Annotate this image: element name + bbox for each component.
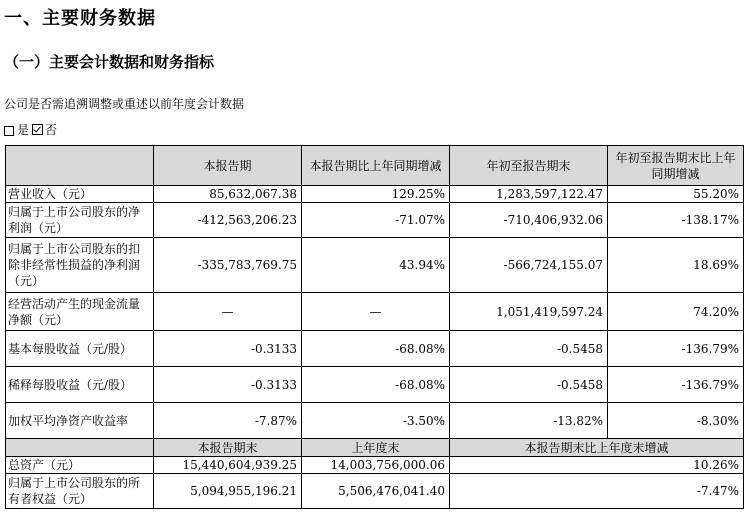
- section-heading: 一、主要财务数据: [4, 8, 156, 29]
- table-cell: -0.5458: [450, 331, 608, 367]
- table-row: [6, 331, 744, 367]
- table-cell: -136.79%: [608, 367, 744, 403]
- row-label: 营业收入（元）: [6, 186, 154, 203]
- table-cell: -71.07%: [302, 203, 450, 238]
- header-cell: 年初至报告期末: [450, 146, 608, 186]
- table-cell: 5,094,955,196.21: [154, 474, 302, 509]
- table-cell: 55.20%: [608, 186, 744, 203]
- table-cell: 129.25%: [302, 186, 450, 203]
- header-cell: 年初至报告期末比上年同期增减: [608, 146, 744, 186]
- table-cell: -0.3133: [154, 331, 302, 367]
- checked-box-icon: [32, 124, 43, 135]
- subsection-heading: （一）主要会计数据和财务指标: [4, 53, 215, 71]
- table-cell: -566,724,155.07: [450, 238, 608, 293]
- table-cell: —: [154, 293, 302, 331]
- table-row: [6, 474, 744, 509]
- table-cell: 74.20%: [608, 293, 744, 331]
- header-cell: 上年度末: [302, 439, 450, 457]
- header-cell: [6, 146, 154, 186]
- table-cell: -3.50%: [302, 403, 450, 439]
- table-cell: 14,003,756,000.06: [302, 457, 450, 474]
- table-header-row: [6, 439, 744, 457]
- table-cell: -68.08%: [302, 367, 450, 403]
- table-row: [6, 203, 744, 238]
- row-label: 稀释每股收益（元/股）: [6, 367, 154, 403]
- table-cell: 10.26%: [450, 457, 744, 474]
- table-row: [6, 457, 744, 474]
- table-row: [6, 238, 744, 293]
- row-label: 基本每股收益（元/股）: [6, 331, 154, 367]
- table-row: [6, 186, 744, 203]
- restatement-options: [4, 121, 57, 138]
- option-yes-label: 是: [17, 123, 30, 137]
- table-cell: 15,440,604,939.25: [154, 457, 302, 474]
- table-header-row: [6, 146, 744, 186]
- row-label: 归属于上市公司股东的扣除非经常性损益的净利润（元）: [6, 238, 154, 293]
- table-cell: -0.5458: [450, 367, 608, 403]
- table-cell: -335,783,769.75: [154, 238, 302, 293]
- table-row: [6, 403, 744, 439]
- header-cell: 本报告期末: [154, 439, 302, 457]
- table-cell: -68.08%: [302, 331, 450, 367]
- table-cell: -710,406,932.06: [450, 203, 608, 238]
- table-cell: -0.3133: [154, 367, 302, 403]
- table-cell: 1,283,597,122.47: [450, 186, 608, 203]
- header-cell: 本报告期末比上年度末增减: [450, 439, 744, 457]
- table-cell: 43.94%: [302, 238, 450, 293]
- header-cell: [6, 439, 154, 457]
- row-label: 归属于上市公司股东的净利润（元）: [6, 203, 154, 238]
- table-cell: 1,051,419,597.24: [450, 293, 608, 331]
- table-row: [6, 367, 744, 403]
- table-cell: -7.87%: [154, 403, 302, 439]
- table-cell: -7.47%: [450, 474, 744, 509]
- unchecked-box-icon: [4, 126, 14, 136]
- row-label: 归属于上市公司股东的所有者权益（元）: [6, 474, 154, 509]
- table-cell: -13.82%: [450, 403, 608, 439]
- option-no-label: 否: [45, 123, 58, 137]
- header-cell: 本报告期: [154, 146, 302, 186]
- row-label: 加权平均净资产收益率: [6, 403, 154, 439]
- restatement-question: 公司是否需追溯调整或重述以前年度会计数据: [4, 97, 245, 111]
- table-row: [6, 293, 744, 331]
- row-label: 经营活动产生的现金流量净额（元）: [6, 293, 154, 331]
- table-cell: -8.30%: [608, 403, 744, 439]
- table-cell: 18.69%: [608, 238, 744, 293]
- header-cell: 本报告期比上年同期增减: [302, 146, 450, 186]
- table-cell: -412,563,206.23: [154, 203, 302, 238]
- table-cell: -138.17%: [608, 203, 744, 238]
- financial-data-table: [5, 145, 744, 509]
- row-label: 总资产（元）: [6, 457, 154, 474]
- table-cell: 85,632,067.38: [154, 186, 302, 203]
- table-cell: —: [302, 293, 450, 331]
- table-cell: 5,506,476,041.40: [302, 474, 450, 509]
- table-cell: -136.79%: [608, 331, 744, 367]
